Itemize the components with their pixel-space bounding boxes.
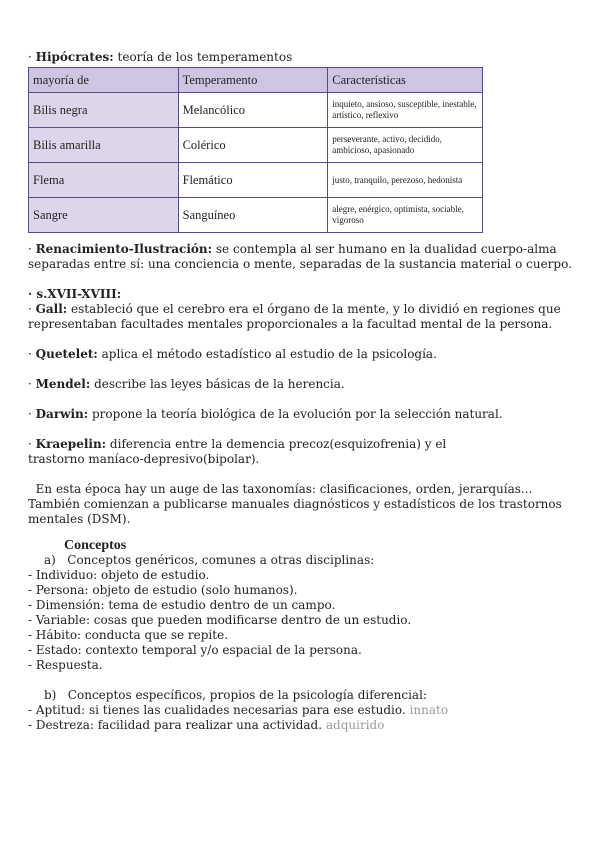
darwin-paragraph [28,407,584,422]
destreza-note: adquirido [325,718,385,732]
list-item: - Estado: contexto temporal y/o espacial de la persona. [28,643,362,657]
temperament-cell: Melancólico [178,93,328,128]
header-temperament: Temperamento [178,68,328,93]
list-item: - Hábito: conducta que se repite. [28,628,229,642]
list-item [28,718,584,733]
temperament-cell: Colérico [178,128,328,163]
renacimiento-text: se contempla al ser humano en la dualidad cuerpo-alma separadas entre sí: una conciencia o mente, separadas de la sustancia material o cuerpo. [28,242,572,271]
siglo-label: · s.XVII-XVIII: [28,287,122,301]
characteristics-cell: alegre, enérgico, optimista, sociable, vigoroso [328,198,483,233]
bullet: · [28,437,36,451]
list-item: - Variable: cosas que pueden modificarse dentro de un estudio. [28,613,412,627]
table-row [29,163,483,198]
destreza-text: - Destreza: facilidad para realizar una actividad. [28,718,326,732]
temperaments-table [28,67,483,233]
header-characteristics: Características [328,68,483,93]
hipocrates-line [28,50,584,65]
darwin-name: Darwin: [35,407,89,421]
siglo-heading [28,287,584,302]
darwin-text: propone la teoría biológica de la evolución por la selección natural. [88,407,503,421]
humor-cell: Flema [29,163,179,198]
table-row [29,198,483,233]
hipocrates-name: Hipócrates: [35,50,114,64]
gall-name: Gall: [35,302,68,316]
kraepelin-text: diferencia entre la demencia precoz(esquizofrenia) y el trastorno maníaco-depresivo(bipolar). [28,437,447,466]
humor-cell: Bilis amarilla [29,128,179,163]
mendel-text: describe las leyes básicas de la herencia. [90,377,345,391]
kraepelin-name: Kraepelin: [35,437,107,451]
aptitud-text: - Aptitud: si tienes las cualidades necesarias para ese estudio. [28,703,410,717]
temperament-cell: Sanguíneo [178,198,328,233]
renacimiento-paragraph [28,242,584,272]
quetelet-text: aplica el método estadístico al estudio de la psicología. [97,347,437,361]
gall-text: estableció que el cerebro era el órgano de la mente, y lo dividió en regiones que representaban facultades mentales proporcionales a la facultad mental de la persona. [28,302,561,331]
list-item: - Persona: objeto de estudio (solo humanos). [28,583,298,597]
quetelet-name: Quetelet: [35,347,98,361]
list-item: - Dimensión: tema de estudio dentro de un campo. [28,598,336,612]
aptitud-note: innato [409,703,449,717]
list-item: - Respuesta. [28,658,103,672]
characteristics-cell: perseverante, activo, decidido, ambicioso, apasionado [328,128,483,163]
bullet: · [28,50,36,64]
gall-paragraph [28,302,584,332]
bullet: · [28,377,36,391]
kraepelin-paragraph [28,437,458,467]
conceptos-heading: Conceptos [64,538,127,553]
specific-concepts-label: b) Conceptos específicos, propios de la psicología diferencial: [44,688,427,702]
table-row [29,93,483,128]
epoca-paragraph: En esta época hay un auge de las taxonomías: clasificaciones, orden, jerarquías... También comienzan a publicarse manuales diagnósticos y estadísticos de los trastornos mentales (DSM). [28,482,566,526]
list-item: - Individuo: objeto de estudio. [28,568,210,582]
characteristics-cell: justo, tranquilo, perezoso, hedonista [328,163,483,198]
bullet: · [28,242,36,256]
humor-cell: Bilis negra [29,93,179,128]
mendel-name: Mendel: [35,377,91,391]
mendel-paragraph [28,377,584,392]
generic-concepts-label: a) Conceptos genéricos, comunes a otras disciplinas: [44,553,375,567]
document-page [28,50,584,733]
temperament-cell: Flemático [178,163,328,198]
renacimiento-name: Renacimiento-Ilustración: [35,242,213,256]
table-row [29,128,483,163]
hipocrates-text: teoría de los temperamentos [113,50,293,64]
header-humor: mayoría de [29,68,179,93]
quetelet-paragraph [28,347,584,362]
bullet: · [28,347,36,361]
humor-cell: Sangre [29,198,179,233]
bullet: · [28,302,36,316]
table-header-row [29,68,483,93]
characteristics-cell: inquieto, ansioso, susceptible, inestable, artístico, reflexivo [328,93,483,128]
bullet: · [28,407,36,421]
list-item [28,703,584,718]
